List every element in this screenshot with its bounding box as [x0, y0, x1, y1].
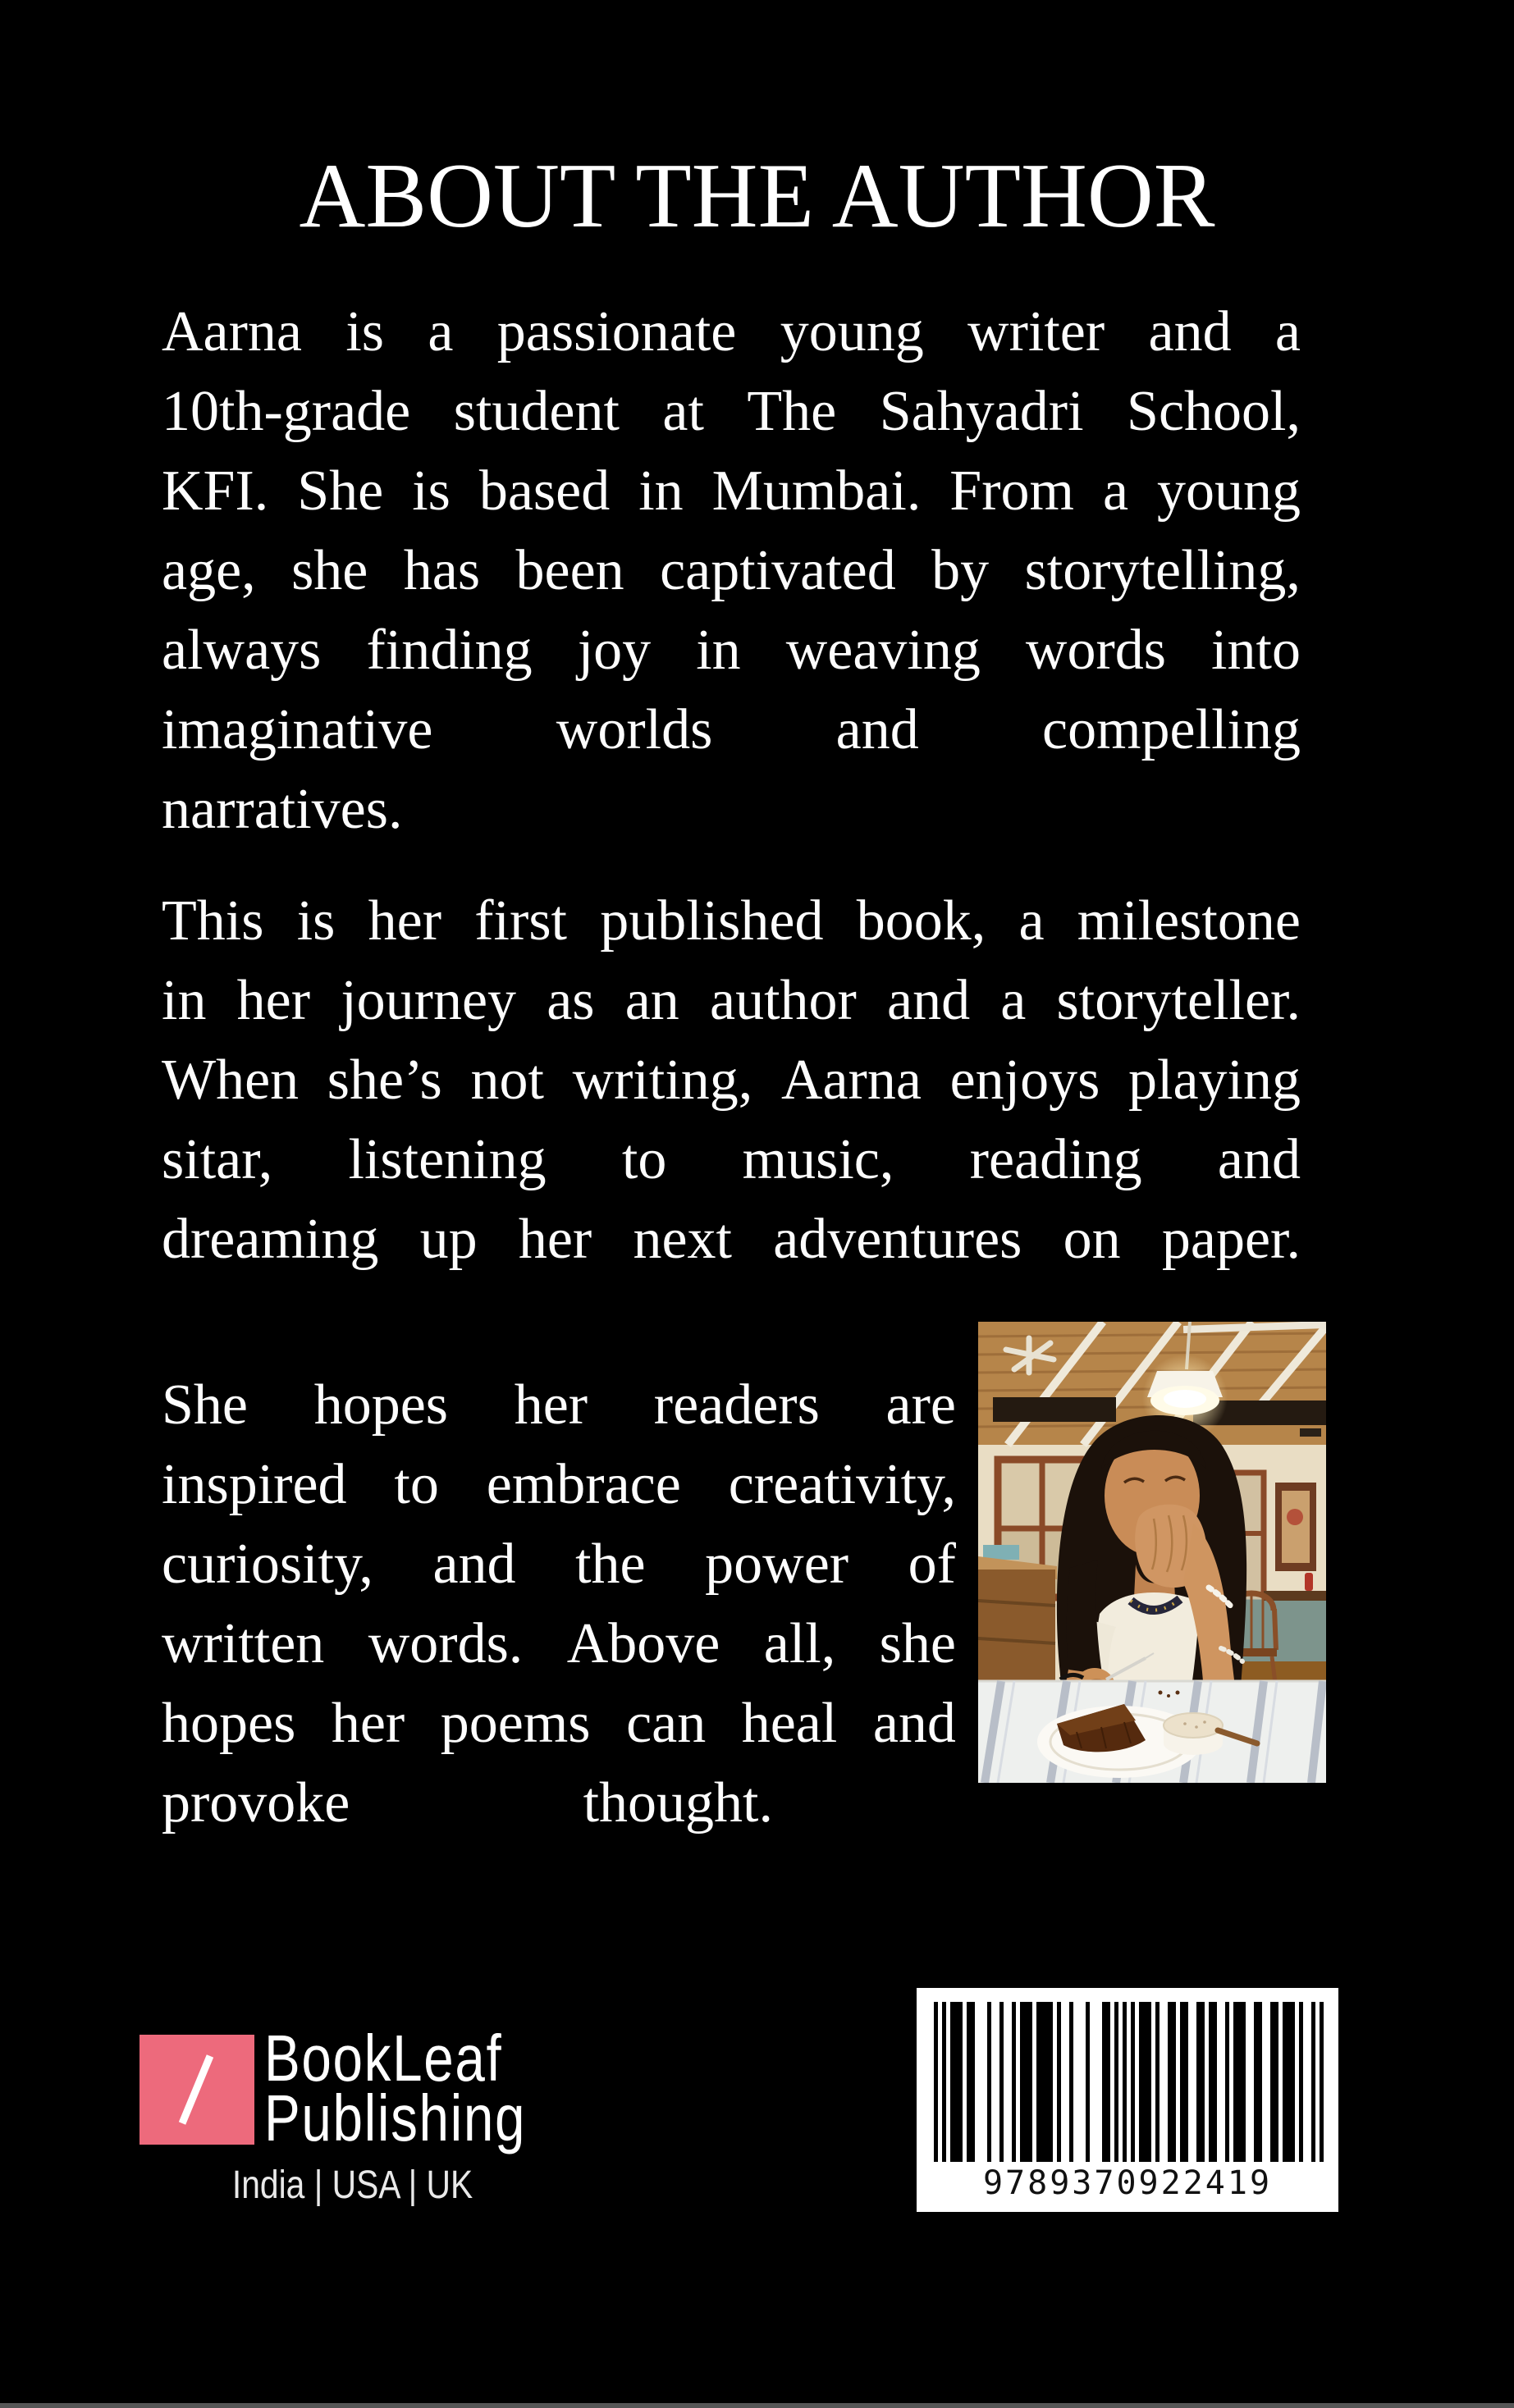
- text-line: hopes her poems can heal and: [162, 1692, 956, 1755]
- text-line: narratives.: [162, 778, 403, 841]
- text-line: imaginative worlds and compelling: [162, 698, 1301, 761]
- about-paragraph-3: [162, 1365, 956, 1843]
- slash-icon: [140, 2035, 254, 2145]
- about-paragraph-1: [162, 292, 1301, 849]
- text-line: written words. Above all, she: [162, 1612, 956, 1675]
- text-line: provoke thought.: [162, 1771, 773, 1835]
- author-photo-illustration: [978, 1322, 1326, 1783]
- dessert-table: [978, 1681, 1326, 1783]
- isbn-number: 9789370922419: [982, 2164, 1273, 2202]
- text-line: She hopes her readers are: [162, 1373, 956, 1437]
- about-paragraph-2: [162, 881, 1301, 1279]
- page-title: ABOUT THE AUTHOR: [299, 145, 1215, 247]
- text-line: dreaming up her next adventures on paper.: [162, 1208, 1301, 1271]
- publisher-regions: India | USA | UK: [232, 2164, 473, 2207]
- publisher-name-line2: Publishing: [264, 2081, 527, 2154]
- text-line: inspired to embrace creativity,: [162, 1453, 956, 1516]
- text-line: Aarna is a passionate young writer and a: [162, 300, 1301, 363]
- publisher-name: [264, 2022, 668, 2154]
- text-line: in her journey as an author and a storyteller.: [162, 969, 1301, 1032]
- text-line: curiosity, and the power of: [162, 1533, 956, 1596]
- text-line: When she’s not writing, Aarna enjoys playing: [162, 1049, 1301, 1112]
- text-line: KFI. She is based in Mumbai. From a young: [162, 459, 1301, 523]
- text-line: 10th-grade student at The Sahyadri School,: [162, 380, 1301, 443]
- text-line: always finding joy in weaving words into: [162, 619, 1301, 682]
- text-line: age, she has been captivated by storytelling,: [162, 539, 1301, 602]
- publisher-logo-mark: [140, 2035, 254, 2145]
- text-line: This is her first published book, a milestone: [162, 889, 1301, 953]
- wooden-counter: [978, 1545, 1057, 1684]
- barcode-bars: [934, 2002, 1324, 2162]
- publisher-name-line1: BookLeaf: [264, 2022, 503, 2095]
- bottom-edge-line: [0, 2403, 1514, 2408]
- text-line: sitar, listening to music, reading and: [162, 1128, 1301, 1191]
- author-photo: [978, 1322, 1326, 1783]
- isbn-barcode: [917, 1988, 1338, 2212]
- author-figure: [1057, 1415, 1246, 1711]
